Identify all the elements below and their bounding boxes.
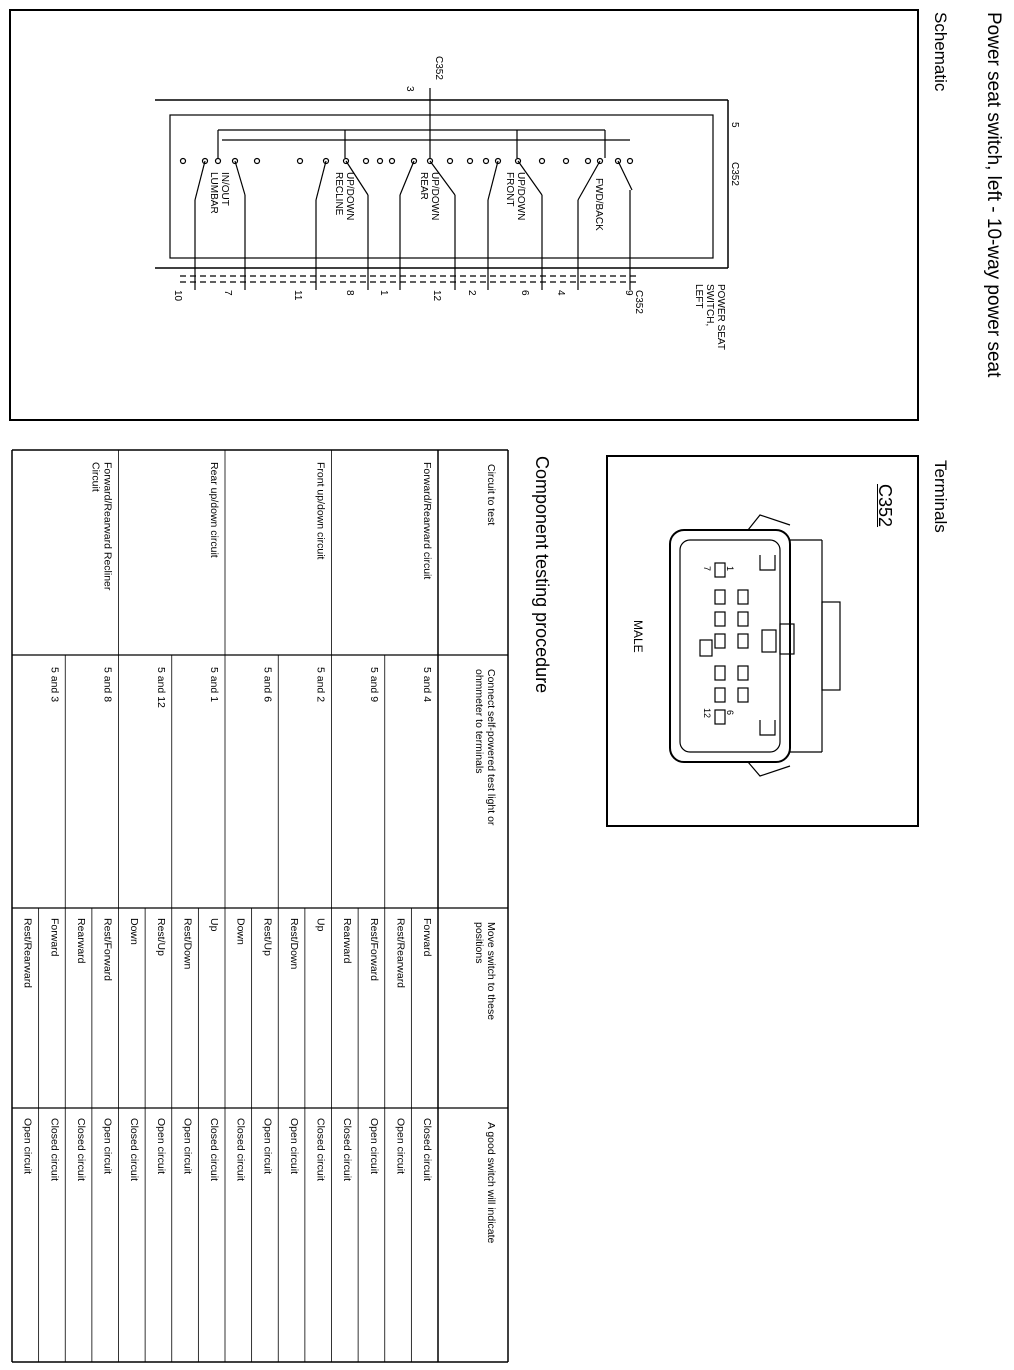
position-cell: Rest/Down <box>181 918 194 970</box>
terminals-cell: 5 and 4 <box>421 667 433 703</box>
pin-number-label: 7 <box>702 566 712 572</box>
position-cell: Rest/Up <box>154 918 167 956</box>
position-cell: Rest/Forward <box>367 918 380 982</box>
table-header: Connect self-powered test light or <box>485 669 497 826</box>
circuit-cell: Forward/Rearward circuit <box>421 462 433 580</box>
bottom-pin-label: 4 <box>555 290 566 296</box>
circuit-cell: Circuit <box>89 462 102 492</box>
terminals-cell: 5 and 9 <box>367 667 380 703</box>
bottom-pin-label: 6 <box>519 290 530 296</box>
schematic-heading: Schematic <box>931 12 950 92</box>
pin-number-label: 12 <box>702 708 712 719</box>
position-cell: Rest/Forward <box>101 918 114 982</box>
switch-label-lumbar: IN/OUT LUMBAR <box>208 172 230 214</box>
position-cell: Up <box>314 918 327 932</box>
result-cell: Closed circuit <box>421 1118 433 1182</box>
connector-label-top: C352 <box>433 56 444 80</box>
terminals-cell: 5 and 3 <box>48 667 61 703</box>
result-cell: Closed circuit <box>74 1118 87 1182</box>
position-cell: Rest/Rearward <box>21 918 34 989</box>
result-cell: Closed circuit <box>341 1118 354 1182</box>
terminals-cell: 5 and 12 <box>154 667 167 708</box>
result-cell: Closed circuit <box>234 1118 247 1182</box>
result-cell: Open circuit <box>154 1118 167 1175</box>
result-cell: Open circuit <box>181 1118 194 1175</box>
bottom-pin-label: 8 <box>344 290 355 296</box>
table-header: Move switch to these <box>485 922 497 1021</box>
table-header: A good switch will indicate <box>485 1122 497 1244</box>
terminals-cell: 5 and 2 <box>314 667 327 703</box>
position-cell: Down <box>128 918 141 945</box>
pin-number-label: 1 <box>725 566 735 572</box>
table-header: Circuit to test <box>485 464 497 526</box>
result-cell: Open circuit <box>21 1118 34 1175</box>
position-cell: Rearward <box>74 918 87 964</box>
bottom-pin-label: 2 <box>466 290 477 296</box>
bottom-pin-label: 11 <box>292 290 303 301</box>
position-cell: Rest/Up <box>261 918 274 956</box>
result-cell: Closed circuit <box>48 1118 61 1182</box>
connector-label-bottom: C352 <box>633 290 644 314</box>
bottom-pin-label: 1 <box>378 290 389 296</box>
switch-label-rear: UP/DOWN REAR <box>418 172 440 221</box>
terminals-cell: 5 and 8 <box>101 667 114 703</box>
pin-number-label: 6 <box>725 710 735 716</box>
bottom-pin-label: 12 <box>431 290 442 302</box>
circuit-cell: Front up/down circuit <box>314 462 327 560</box>
result-cell: Open circuit <box>101 1118 114 1175</box>
table-header: ohmmeter to terminals <box>473 669 485 774</box>
connector-gender: MALE <box>631 620 645 653</box>
switch-label-front: UP/DOWN FRONT <box>504 172 526 221</box>
pin-label-right: 5 <box>729 122 740 128</box>
result-cell: Closed circuit <box>128 1118 141 1182</box>
position-cell: Rest/Rearward <box>394 918 407 989</box>
circuit-cell: Rear up/down circuit <box>208 462 220 558</box>
result-cell: Open circuit <box>287 1118 300 1175</box>
result-cell: Closed circuit <box>208 1118 220 1182</box>
page-title: Power seat switch, left - 10-way power seat <box>983 12 1004 378</box>
pin-label-top: 3 <box>404 86 415 92</box>
result-cell: Open circuit <box>367 1118 380 1175</box>
terminals-heading: Terminals <box>931 460 950 533</box>
position-cell: Forward <box>48 918 61 957</box>
bottom-pin-label: 7 <box>222 290 233 296</box>
result-cell: Open circuit <box>394 1118 407 1175</box>
position-cell: Forward <box>421 918 433 957</box>
position-cell: Rest/Down <box>287 918 300 970</box>
connector-name: C352 <box>875 484 895 528</box>
bottom-pin-label: 10 <box>172 290 183 302</box>
position-cell: Up <box>208 918 220 932</box>
switch-label-fwd-back: FWD/BACK <box>593 178 604 231</box>
result-cell: Open circuit <box>261 1118 274 1175</box>
terminals-cell: 5 and 1 <box>208 667 220 703</box>
component-label: POWER SEAT SWITCH, LEFT <box>693 284 726 350</box>
circuit-cell: Forward/Rearward Recliner <box>101 462 114 591</box>
table-header: positions <box>473 922 485 964</box>
bottom-pin-label: 9 <box>623 290 634 296</box>
position-cell: Down <box>234 918 247 945</box>
procedure-heading: Component testing procedure <box>532 456 552 694</box>
result-cell: Closed circuit <box>314 1118 327 1182</box>
switch-label-recline: UP/DOWN RECLINE <box>333 172 355 221</box>
connector-label-right: C352 <box>729 162 740 186</box>
position-cell: Rearward <box>341 918 354 964</box>
terminals-cell: 5 and 6 <box>261 667 274 703</box>
